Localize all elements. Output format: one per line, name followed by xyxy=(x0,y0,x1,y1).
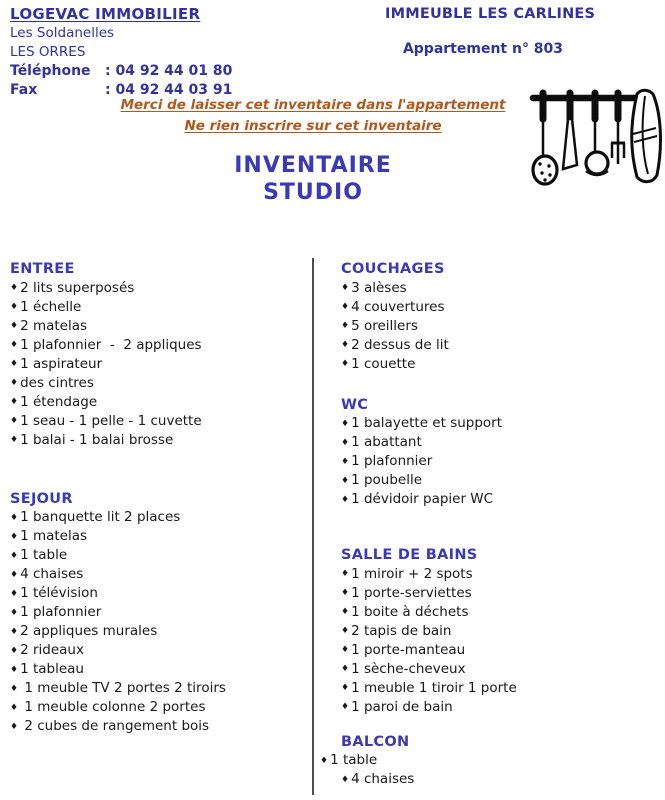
section-heading: SEJOUR xyxy=(10,490,73,507)
item-text: 1 plafonnier - 2 appliques xyxy=(20,336,202,353)
list-item xyxy=(341,565,657,584)
item-text: 2 appliques murales xyxy=(20,623,158,639)
item-text: 1 aspirateur xyxy=(20,355,103,372)
section-items xyxy=(10,508,306,736)
list-item xyxy=(10,412,306,431)
list-item xyxy=(341,279,657,298)
list-item xyxy=(10,698,306,717)
list-item xyxy=(10,584,306,603)
diamond-bullet-icon: ♦ xyxy=(10,721,19,732)
list-item xyxy=(10,679,306,698)
diamond-bullet-icon: ♦ xyxy=(10,321,19,331)
diamond-bullet-icon: ♦ xyxy=(341,437,350,448)
list-item xyxy=(341,336,657,355)
list-item xyxy=(10,298,306,317)
item-text: 1 porte-serviettes xyxy=(351,584,472,601)
diamond-bullet-icon: ♦ xyxy=(10,645,19,656)
fax-label: Fax xyxy=(10,82,38,98)
item-text: 1 poubelle xyxy=(351,472,423,488)
phone-number: : 04 92 44 01 80 xyxy=(105,63,233,79)
diamond-bullet-icon: ♦ xyxy=(10,416,19,426)
agency-address-line1: Les Soldanelles xyxy=(10,25,115,41)
item-text: 1 tableau xyxy=(20,661,84,677)
list-item xyxy=(341,452,657,471)
phone-row xyxy=(10,62,232,81)
list-item xyxy=(341,698,657,717)
inventory-column-left xyxy=(10,260,306,736)
diamond-bullet-icon: ♦ xyxy=(341,494,350,505)
diamond-bullet-icon: ♦ xyxy=(10,588,19,599)
diamond-bullet-icon: ♦ xyxy=(341,302,350,312)
item-text: 1 boite à déchets xyxy=(351,603,469,620)
diamond-bullet-icon: ♦ xyxy=(10,607,19,618)
list-item xyxy=(10,317,306,336)
list-item xyxy=(10,336,306,355)
item-text: 1 balai - 1 balai brosse xyxy=(20,431,174,448)
apartment-number: Appartement n° 803 xyxy=(402,41,564,57)
page-title-line2: STUDIO xyxy=(263,180,363,205)
item-text: 3 alèses xyxy=(351,279,407,296)
diamond-bullet-icon: ♦ xyxy=(341,588,350,598)
diamond-bullet-icon: ♦ xyxy=(10,378,19,388)
section-heading: ENTREE xyxy=(10,261,75,277)
list-item xyxy=(341,770,657,789)
agency-header xyxy=(10,5,232,100)
item-text: 2 dessus de lit xyxy=(351,336,449,353)
diamond-bullet-icon: ♦ xyxy=(341,702,350,712)
section-items xyxy=(10,279,306,450)
diamond-bullet-icon: ♦ xyxy=(10,550,19,561)
notice-line-1: Merci de laisser cet inventaire dans l'appartement xyxy=(120,97,506,113)
diamond-bullet-icon: ♦ xyxy=(10,397,19,407)
diamond-bullet-icon: ♦ xyxy=(341,664,350,674)
list-item xyxy=(10,546,306,565)
diamond-bullet-icon: ♦ xyxy=(341,774,350,785)
list-item xyxy=(10,527,306,546)
diamond-bullet-icon: ♦ xyxy=(341,607,350,617)
diamond-bullet-icon: ♦ xyxy=(10,626,19,637)
building-header xyxy=(385,5,596,57)
item-text: 1 paroi de bain xyxy=(351,698,453,715)
diamond-bullet-icon: ♦ xyxy=(10,340,19,350)
item-text: 1 miroir + 2 spots xyxy=(351,565,473,582)
item-text: 2 matelas xyxy=(20,317,88,334)
inventory-section xyxy=(10,260,306,450)
building-name: IMMEUBLE LES CARLINES xyxy=(385,6,596,22)
diamond-bullet-icon: ♦ xyxy=(10,435,19,445)
inventory-section xyxy=(341,260,657,374)
item-text: 4 chaises xyxy=(351,771,415,787)
phone-label: Téléphone xyxy=(10,63,91,79)
agency-name: LOGEVAC IMMOBILIER xyxy=(10,5,201,23)
item-text: 1 étendage xyxy=(20,393,98,410)
item-text: 1 seau - 1 pelle - 1 cuvette xyxy=(20,412,202,429)
item-text: 1 porte-manteau xyxy=(351,641,466,658)
diamond-bullet-icon: ♦ xyxy=(10,702,19,713)
section-heading: SALLE DE BAINS xyxy=(341,547,478,563)
agency-address-line2: LES ORRES xyxy=(10,44,86,60)
item-text: 2 lits superposés xyxy=(20,279,135,296)
column-divider xyxy=(312,258,314,795)
inventory-section xyxy=(10,490,306,737)
diamond-bullet-icon: ♦ xyxy=(341,418,350,429)
list-item xyxy=(10,717,306,736)
list-item xyxy=(341,490,657,509)
diamond-bullet-icon: ♦ xyxy=(320,755,329,766)
diamond-bullet-icon: ♦ xyxy=(10,283,19,293)
diamond-bullet-icon: ♦ xyxy=(10,531,19,542)
list-item xyxy=(341,679,657,698)
item-text: 2 cubes de rangement bois xyxy=(20,718,210,734)
list-item xyxy=(10,279,306,298)
inventory-column-right xyxy=(320,260,657,789)
item-text: 1 meuble colonne 2 portes xyxy=(20,699,206,715)
item-text: 2 rideaux xyxy=(20,642,84,658)
section-heading: COUCHAGES xyxy=(341,261,445,277)
section-items xyxy=(341,565,657,717)
list-item xyxy=(10,565,306,584)
inventory-section xyxy=(341,546,657,717)
item-text: 5 oreillers xyxy=(351,317,418,334)
item-text: 4 chaises xyxy=(20,566,84,582)
item-text: 1 meuble 1 tiroir 1 porte xyxy=(351,679,517,696)
diamond-bullet-icon: ♦ xyxy=(341,475,350,486)
list-item xyxy=(341,660,657,679)
section-items xyxy=(341,279,657,374)
list-item xyxy=(341,641,657,660)
list-item xyxy=(10,355,306,374)
list-item xyxy=(10,393,306,412)
list-item xyxy=(341,622,657,641)
list-item xyxy=(341,471,657,490)
item-text: des cintres xyxy=(20,374,94,391)
diamond-bullet-icon: ♦ xyxy=(341,626,350,636)
diamond-bullet-icon: ♦ xyxy=(10,512,19,523)
inventory-section xyxy=(320,733,657,790)
item-text: 1 balayette et support xyxy=(351,415,503,431)
diamond-bullet-icon: ♦ xyxy=(341,321,350,331)
diamond-bullet-icon: ♦ xyxy=(341,683,350,693)
diamond-bullet-icon: ♦ xyxy=(341,340,350,350)
item-text: 1 télévision xyxy=(20,585,98,601)
item-text: 1 meuble TV 2 portes 2 tiroirs xyxy=(20,680,226,696)
list-item xyxy=(341,317,657,336)
notice-line-2: Ne rien inscrire sur cet inventaire xyxy=(184,118,442,134)
list-item xyxy=(10,603,306,622)
item-text: 1 plafonnier xyxy=(20,604,102,620)
section-items xyxy=(320,751,657,789)
list-item xyxy=(10,622,306,641)
diamond-bullet-icon: ♦ xyxy=(10,664,19,675)
diamond-bullet-icon: ♦ xyxy=(341,283,350,293)
diamond-bullet-icon: ♦ xyxy=(10,683,19,694)
list-item xyxy=(341,355,657,374)
list-item xyxy=(341,584,657,603)
item-text: 1 table xyxy=(20,547,68,563)
item-text: 1 matelas xyxy=(20,528,88,544)
list-item xyxy=(10,660,306,679)
list-item xyxy=(10,508,306,527)
diamond-bullet-icon: ♦ xyxy=(10,302,19,312)
item-text: 1 sèche-cheveux xyxy=(351,660,466,677)
item-text: 1 couette xyxy=(351,355,416,372)
item-text: 1 dévidoir papier WC xyxy=(351,491,494,507)
diamond-bullet-icon: ♦ xyxy=(341,569,350,579)
item-text: 1 plafonnier xyxy=(351,453,433,469)
item-text: 4 couvertures xyxy=(351,298,445,315)
list-item xyxy=(320,751,657,770)
list-item xyxy=(10,431,306,450)
fax-number: : 04 92 44 03 91 xyxy=(105,82,233,98)
item-text: 1 abattant xyxy=(351,434,422,450)
diamond-bullet-icon: ♦ xyxy=(10,359,19,369)
page-title xyxy=(0,152,626,206)
list-item xyxy=(10,374,306,393)
list-item xyxy=(10,641,306,660)
list-item xyxy=(341,603,657,622)
item-text: 1 échelle xyxy=(20,298,82,315)
item-text: 2 tapis de bain xyxy=(351,622,452,639)
section-heading: BALCON xyxy=(341,733,410,750)
list-item xyxy=(341,298,657,317)
page-title-line1: INVENTAIRE xyxy=(234,153,392,178)
diamond-bullet-icon: ♦ xyxy=(10,569,19,580)
diamond-bullet-icon: ♦ xyxy=(341,456,350,467)
inventory-section xyxy=(341,396,657,510)
item-text: 1 table xyxy=(330,752,378,768)
list-item xyxy=(341,414,657,433)
diamond-bullet-icon: ♦ xyxy=(341,645,350,655)
section-items xyxy=(341,414,657,509)
list-item xyxy=(341,433,657,452)
section-heading: WC xyxy=(341,396,369,413)
diamond-bullet-icon: ♦ xyxy=(341,359,350,369)
item-text: 1 banquette lit 2 places xyxy=(20,509,181,525)
